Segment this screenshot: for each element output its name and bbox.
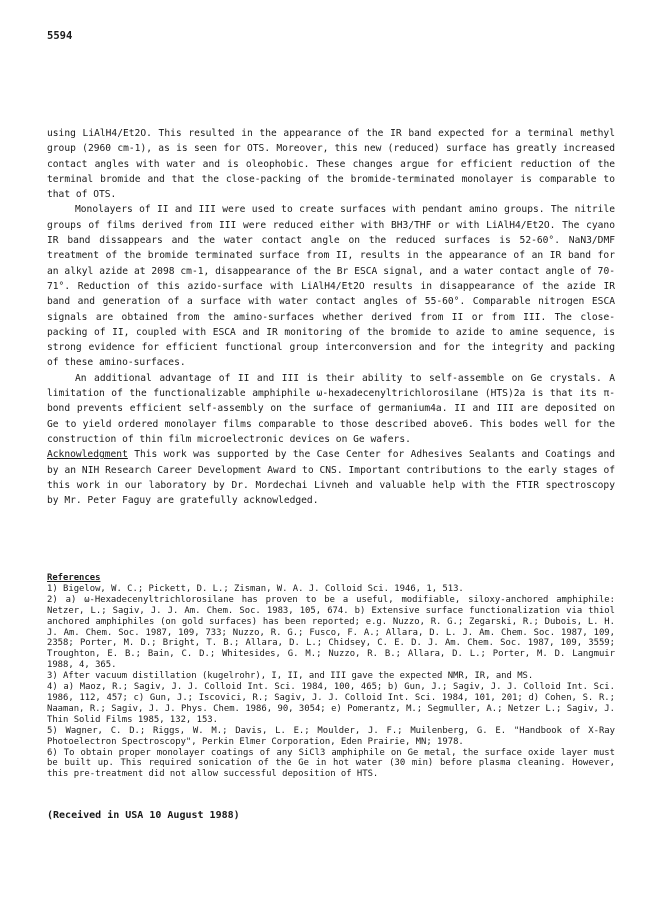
received-date: (Received in USA 10 August 1988) [47,810,240,821]
acknowledgment-text: This work was supported by the Case Center for Adhesives Sealants and Coatings and by an NIH Research Career Development Award to CNS. Important contributions to the early stages of this work in our laboratory by Dr. Mordechai Livneh and valuable help with the FTIR spectroscopy by Mr. Peter Faguy are gratefully acknowledged. [47,449,615,507]
paragraph-2: Monolayers of II and III were used to create surfaces with pendant amino groups. The nitrile groups of films derived from III were reduced either with BH3/THF or with LiAlH4/Et2O. The cyano IR band dissappears and the water contact angle on the reduced surfaces is 52-60°. NaN3/DMF treatment of the bromide terminated surface from II, results in the appearance of an IR band for an alkyl azide at 2098 cm-1, disappearance of the Br ESCA signal, and a water contact angle of 70-71°. Reduction of this azido-surface with LiAlH4/Et2O results in disappearance of the azide IR band and generation of a surface with water contact angles of 55-60°. Comparable nitrogen ESCA signals are obtained from the amino-surfaces whether derived from II or from III. The close-packing of II, coupled with ESCA and IR monitoring of the bromide to azide to amine sequence, is strong evidence for efficient functional group interconversion and for the integrity and packing of these amino-surfaces. [47,204,615,369]
reference-5: 5) Wagner, C. D.; Riggs, W. M.; Davis, L. E.; Moulder, J. F.; Muilenberg, G. E. "Handbook of X-Ray Photoelectron Spectroscopy", Perkin Elmer Corporation, Eden Prairie, MN; 1978. [47,725,615,747]
paragraph-3: An additional advantage of II and III is their ability to self-assemble on Ge crystals. A limitation of the functionalizable amphiphile ω-hexadecenyltrichlorosilane (HTS)2a is that its π-bond prevents efficient self-assembly on the surface of germanium4a. II and III are deposited on Ge to yield ordered monolayer films comparable to those described above6. This bodes well for the construction of thin film microelectronic devices on Ge wafers. [47,372,615,445]
paragraph-1: using LiAlH4/Et2O. This resulted in the appearance of the IR band expected for a terminal methyl group (2960 cm-1), as is seen for OTS. Moreover, this new (reduced) surface has greatly increased contact angles with water and is oleophobic. These changes argue for efficient reduction of the terminal bromide and that the close-packing of the bromide-terminated monolayer is comparable to that of OTS. [47,128,615,201]
acknowledgment-heading: Acknowledgment [47,449,128,461]
reference-2: 2) a) ω-Hexadecenyltrichlorosilane has proven to be a useful, modifiable, siloxy-anchored amphiphile: Netzer, L.; Sagiv, J. J. Am. Chem. Soc. 1983, 105, 674. b) Extensive surface functionalization via thiol anchored amphiphiles (on gold surfaces) has been reported; e.g. Nuzzo, R. G.; Zegarski, R.; Dubois, L. H. J. Am. Chem. Soc. 1987, 109, 733; Nuzzo, R. G.; Fusco, F. A.; Allara, D. L. J. Am. Chem. Soc. 1987, 109, 2358; Porter, M. D.; Bright, T. B.; Allara, D. L.; Chidsey, C. E. D. J. Am. Chem. Soc. 1987, 109, 3559; Troughton, E. B.; Bain, C. D.; Whitesides, G. M.; Nuzzo, R. B.; Allara, D. L.; Porter, M. D. Langmuir 1988, 4, 365. [47,594,615,671]
reference-1: 1) Bigelow, W. C.; Pickett, D. L.; Zisman, W. A. J. Colloid Sci. 1946, 1, 513. [47,583,464,594]
reference-3: 3) After vacuum distillation (kugelrohr), I, II, and III gave the expected NMR, IR, and MS. [47,671,534,682]
acknowledgment [47,447,615,508]
page-number: 5594 [47,30,73,42]
body-text [47,126,615,508]
references [47,573,615,780]
references-heading: References [47,573,101,583]
reference-6: 6) To obtain proper monolayer coatings of any SiCl3 amphiphile on Ge metal, the surface oxide layer must be built up. This required sonication of the Ge in hot water (30 min) before plasma cleaning. However, this pre-treatment did not allow successful deposition of HTS. [47,747,615,780]
reference-4: 4) a) Maoz, R.; Sagiv, J. J. Colloid Int. Sci. 1984, 100, 465; b) Gun, J.; Sagiv, J. J. Colloid Int. Sci. 1986, 112, 457; c) Gun, J.; Iscovici, R.; Sagiv, J. J. Colloid Int. Sci. 1984, 101, 201; d) Cohen, S. R.; Naaman, R.; Sagiv, J. J. Phys. Chem. 1986, 90, 3054; e) Pomerantz, M.; Segmuller, A.; Netzer L.; Sagiv, J. Thin Solid Films 1985, 132, 153. [47,682,615,725]
